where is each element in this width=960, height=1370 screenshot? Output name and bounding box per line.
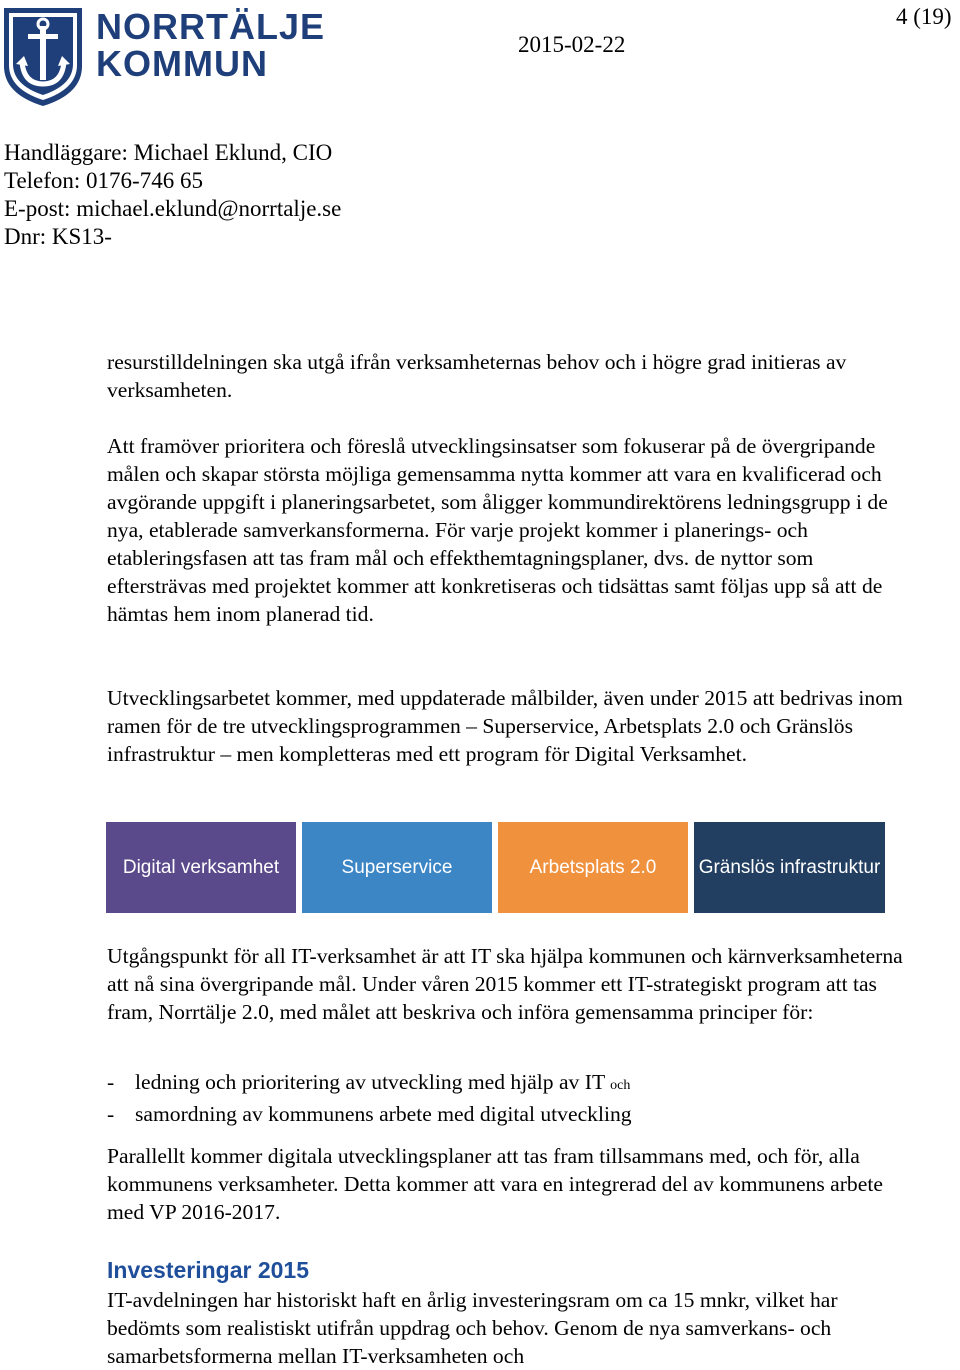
handlaggare: Handläggare: Michael Eklund, CIO [4, 140, 333, 165]
paragraph-4: Utgångspunkt för all IT-verksamhet är att IT ska hjälpa kommunen och kärnverksamheterna att nå sina övergripande mål. Under våren 2015 kommer ett IT-strategiskt program att tas fram, Norrtälje 2.0, med målet att beskriva och införa gemensamma principer för: [107, 944, 903, 1024]
document-meta [4, 139, 341, 251]
telefon: Telefon: 0176-746 65 [4, 168, 203, 193]
paragraph-3: Utvecklingsarbetet kommer, med uppdaterade målbilder, även under 2015 att bedrivas inom ramen för de tre utvecklingsprogrammen – Superservice, Arbetsplats 2.0 och Gränslös infrastruktur – men kompletteras med ett program för Digital Verksamhet. [107, 686, 903, 766]
paragraph-6: IT-avdelningen har historiskt haft en årlig investeringsram om ca 15 mnkr, vilket har bedömts som realistiskt utifrån uppdrag och behov. Genom de nya samverkans- och samarbetsformerna mellan IT-verksamheten och [107, 1288, 838, 1368]
paragraph-2: Att framöver prioritera och föreslå utvecklingsinsatser som fokuserar på de övergripande målen och skapar största möjliga gemensamma nytta kommer att vara en kvalificerad och avgörande uppgift i planeringsarbetet, som åligger kommundirektörens ledningsgrupp i de nya, etablerade samverkansformerna. För varje projekt kommer i planerings- och etableringsfasen att tas fram mål och effekthemtagningsplaner, dvs. de nyttor som eftersträvas med projektet kommer att konkretiseras och tidsättas samt följas upp så att de hämtas hem inom planerad tid. [107, 434, 888, 626]
logo-text-line2: KOMMUN [96, 43, 268, 84]
program-box-granslos-infrastruktur: Gränslös infrastruktur [694, 822, 885, 913]
epost: E-post: michael.eklund@norrtalje.se [4, 196, 342, 221]
dnr: Dnr: KS13- [4, 224, 112, 249]
program-box-digital-verksamhet: Digital verksamhet [106, 822, 296, 913]
page-number: 4 (19) [896, 4, 952, 29]
logo-text-line1: NORRTÄLJE [96, 6, 326, 47]
section-heading: Investeringar 2015 [107, 1257, 310, 1283]
paragraph-5: Parallellt kommer digitala utvecklingsplaner att tas fram tillsammans med, och för, alla kommunens verksamheter. Detta kommer att vara en integrerad del av kommunens arbete med VP 2016-2017. [107, 1144, 883, 1224]
document-date: 2015-02-22 [518, 32, 626, 57]
anchor-shield-icon [0, 4, 86, 108]
list-item: - samordning av kommunens arbete med digital utveckling [107, 1102, 632, 1126]
logo [0, 0, 326, 112]
program-box-superservice: Superservice [302, 822, 492, 913]
list-item: - ledning och prioritering av utveckling med hjälp av IT och [107, 1070, 631, 1094]
principles-list [107, 1068, 907, 1128]
paragraph-1: resurstilldelningen ska utgå ifrån verksamheternas behov och i högre grad initieras av verksamheten. [107, 350, 847, 402]
program-box-arbetsplats: Arbetsplats 2.0 [498, 822, 688, 913]
